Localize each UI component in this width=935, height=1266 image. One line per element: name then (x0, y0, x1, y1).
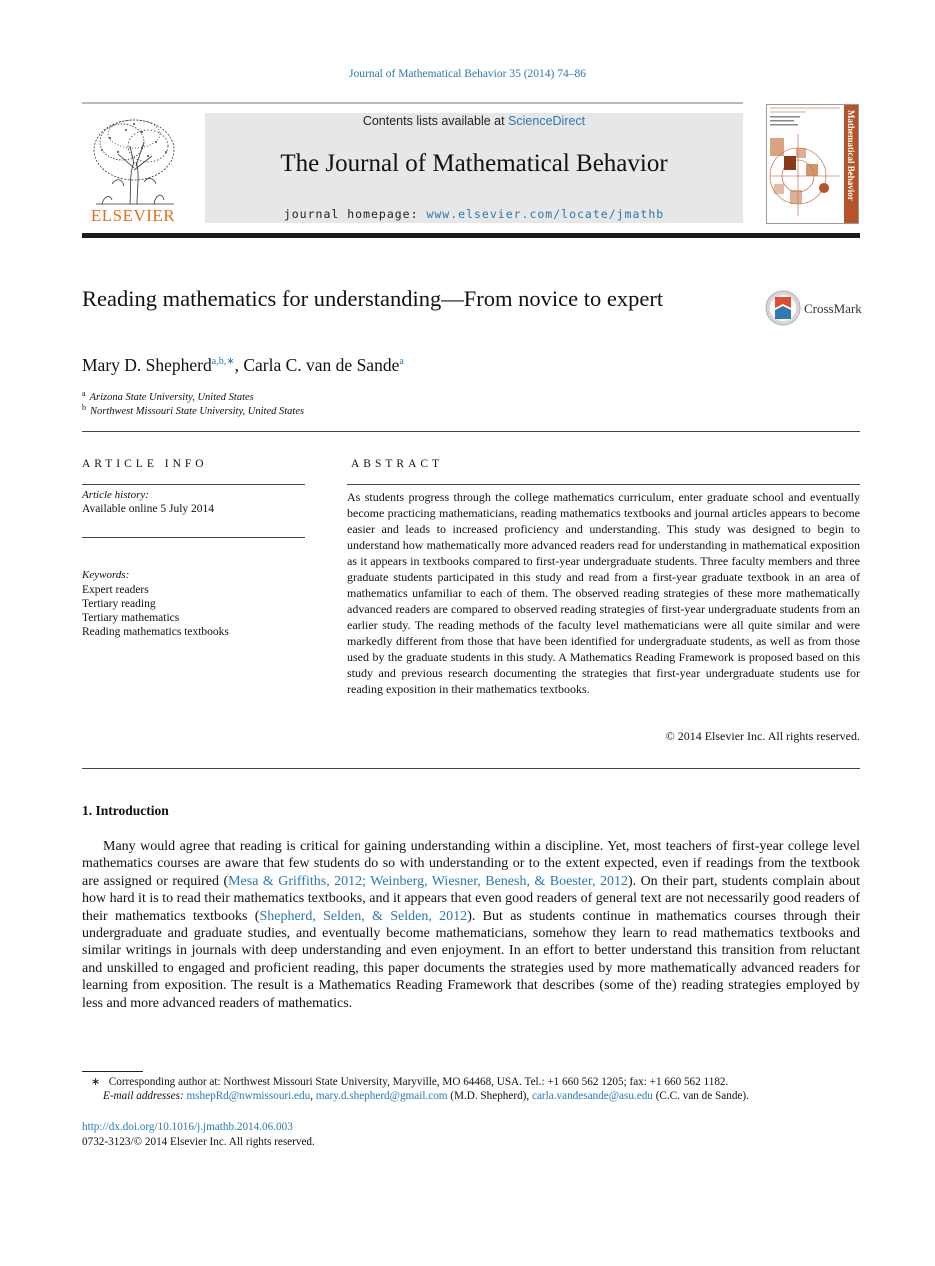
section-divider (82, 768, 860, 769)
article-history-label: Article history: (82, 489, 149, 501)
keywords-label: Keywords: (82, 569, 130, 581)
email-addresses-note (103, 1090, 860, 1102)
article-info-rule (82, 537, 305, 538)
affiliation-key: b (82, 403, 86, 412)
paragraph-text: ). On their part, students complain about how hard it is to read their mathematics textbooks, and it appears that even good readers of general text are not necessarily good readers of their mathematics textbooks ( (82, 873, 860, 924)
citation-link[interactable]: Mesa & Griffiths, 2012; Weinberg, Wiesner, Benesh, & Boester, 2012 (228, 873, 628, 889)
affiliation-text: Arizona State University, United States (89, 392, 254, 403)
corresponding-author-note (91, 1075, 860, 1088)
available-online-date: Available online 5 July 2014 (82, 503, 215, 515)
crossmark-label: CrossMark (804, 301, 862, 316)
author-name: Mary D. Shepherd (82, 355, 212, 375)
footnote-text: Corresponding author at: Northwest Missouri State University, Maryville, MO 64468, USA. Tel.: +1 660 562 1205; fax: +1 660 562 1182. (108, 1076, 729, 1088)
paragraph-text: Many would agree that reading is critical for gaining understanding within a discipline. Yet, most teachers of first-year college level mathematics courses are aware that few students do so with understanding or to the extent expected, even if readings from the textbook are assigned or required ( (82, 839, 860, 889)
email-link[interactable]: mary.d.shepherd@gmail.com (315, 1090, 448, 1102)
email-owner: (M.D. Shepherd), (447, 1090, 532, 1102)
author-name: Carla C. van de Sande (243, 355, 400, 375)
keyword-item: Tertiary mathematics (82, 612, 180, 624)
header-bottom-rule (82, 233, 860, 238)
author-list (82, 355, 404, 376)
article-info-heading: ARTICLE INFO (82, 458, 208, 470)
journal-citation[interactable]: Journal of Mathematical Behavior 35 (2014) 74–86 (349, 68, 586, 80)
author-separator: , (234, 355, 244, 375)
paragraph-text: ). But as students continue in mathematics courses through their undergraduate and graduate studies, and eventually become mathematicians, somehow they learn to read mathematics textbooks and similar writings in journals with deep understanding and even enjoyment. In an effort to better understand this transition from reluctant and unskilled to engaged and proficient reading, this paper documents the strategies used by more mathematically advanced readers for learning from exposition. The result is a Mathematics Reading Framework that describes (some of the) reading strategies employed by less and more advanced readers of mathematics. (82, 908, 860, 1011)
keyword-item: Tertiary reading (82, 598, 156, 610)
email-label: E-mail addresses: (103, 1090, 184, 1102)
citation-link[interactable]: Shepherd, Selden, & Selden, 2012 (259, 908, 468, 924)
section-divider (82, 431, 860, 432)
crossmark-badge[interactable] (764, 288, 864, 328)
abstract-text: As students progress through the college mathematics curriculum, enter graduate school and eventually become practicing mathematicians, reading mathematics textbooks and journal articles appears to become easier and leads to increased proficiency and understanding. This study was designed to begin to understand how mathematically more advanced readers read for understanding in mathematical exposition as it appears in textbooks compared to first-year undergraduate students. Three faculty members and three graduate students participated in this study and read from a first-year graduate textbook in an area of mathematics unfamiliar to each of them. The observed reading strategies of these more mathematically advanced readers are compared to observed reading strategies of first-year undergraduate students from an earlier study. The reading methods of the faculty level mathematicians were all quite similar and were markedly different from those that have been identified for undergraduate students, as well as from those used by the graduate students in this study. A Mathematics Reading Framework is proposed based on this study and previous research documenting the strategies that first-year undergraduate students use for reading exposition in their mathematics textbooks. (347, 490, 860, 696)
introduction-paragraph (82, 838, 860, 1012)
homepage-link[interactable]: www.elsevier.com/locate/jmathb (426, 207, 665, 221)
author-affiliation-marker[interactable]: a (399, 356, 404, 367)
affiliation-line (82, 389, 254, 403)
keyword-item: Expert readers (82, 584, 149, 596)
section-heading-introduction: 1. Introduction (82, 803, 169, 818)
email-separator: , (310, 1090, 316, 1102)
footnote-rule (82, 1071, 143, 1072)
issn-copyright: 0732-3123/© 2014 Elsevier Inc. All rights reserved. (82, 1136, 315, 1148)
copyright-notice: © 2014 Elsevier Inc. All rights reserved. (665, 729, 860, 743)
email-link[interactable]: mshepRd@nwmissouri.edu (186, 1090, 311, 1102)
author-affiliation-marker[interactable]: a,b,∗ (211, 356, 235, 367)
keyword-item: Reading mathematics textbooks (82, 626, 229, 638)
article-title: Reading mathematics for understanding—From novice to expert (82, 286, 664, 311)
elsevier-wordmark: ELSEVIER (90, 206, 176, 225)
abstract-rule (347, 484, 860, 485)
keywords-list (82, 583, 229, 639)
homepage-prefix: journal homepage: (283, 207, 427, 221)
affiliation-line (82, 403, 304, 417)
journal-homepage (205, 207, 743, 221)
abstract-heading: ABSTRACT (351, 458, 444, 470)
header-top-rule (82, 102, 743, 104)
footnote-marker: ∗ (91, 1076, 101, 1088)
contents-line (205, 114, 743, 128)
email-link[interactable]: carla.vandesande@asu.edu (532, 1090, 653, 1102)
article-info-rule (82, 484, 305, 485)
cover-title: Mathematical Behavior (846, 110, 856, 201)
affiliation-text: Northwest Missouri State University, United States (90, 406, 305, 417)
sciencedirect-link[interactable]: ScienceDirect (508, 114, 586, 128)
contents-prefix: Contents lists available at (362, 114, 509, 128)
email-owner: (C.C. van de Sande). (652, 1090, 749, 1102)
affiliation-key: a (82, 389, 86, 398)
doi-link[interactable]: http://dx.doi.org/10.1016/j.jmathb.2014.06.003 (82, 1121, 293, 1133)
journal-title: The Journal of Mathematical Behavior (280, 150, 668, 177)
journal-cover-image[interactable] (766, 104, 859, 224)
